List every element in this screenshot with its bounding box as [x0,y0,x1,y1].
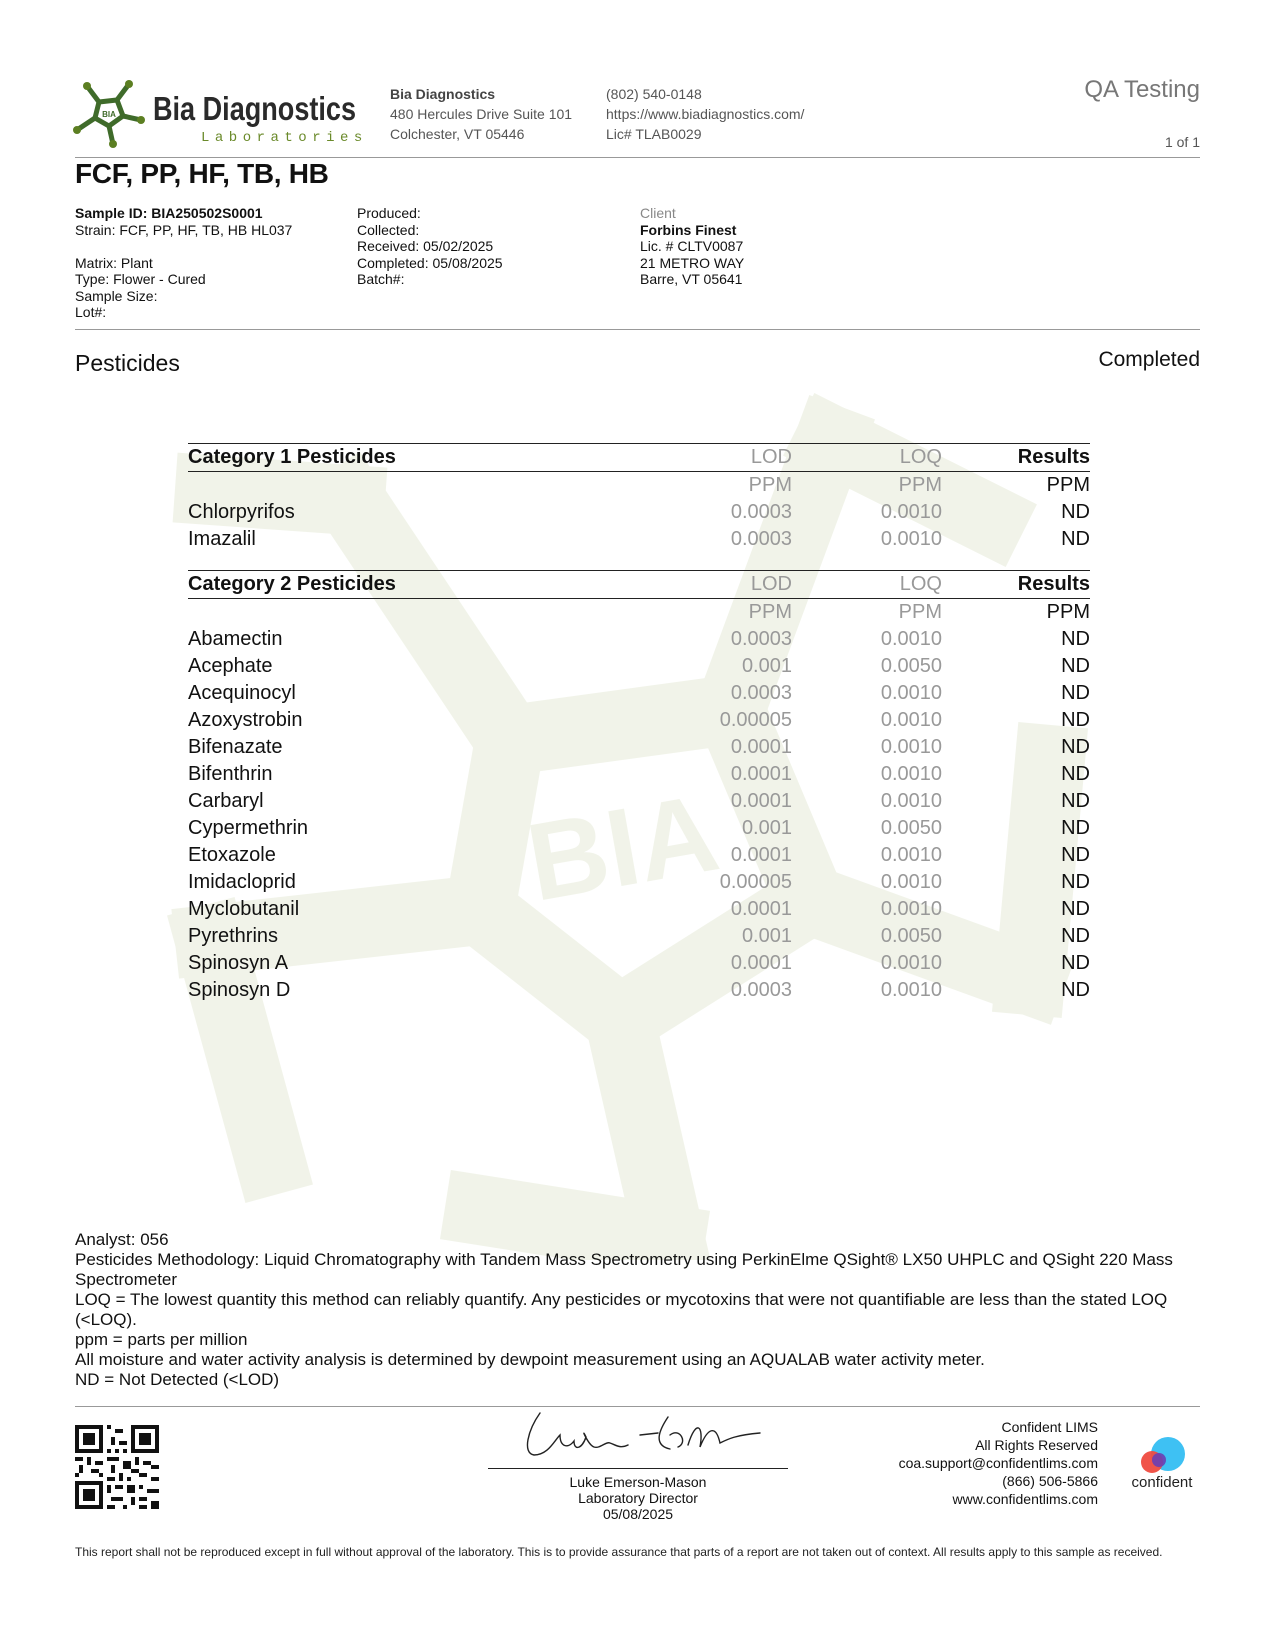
methodology-note: Pesticides Methodology: Liquid Chromatography with Tandem Mass Spectrometry using PerkinElme QSight® LX50 UHPLC and QSight 220 Mass Spectrometer [75,1250,1173,1289]
analyte-lod: 0.0001 [730,736,792,758]
analyte-loq: 0.0010 [880,871,942,893]
table-row [188,499,1090,526]
signatory-block [488,1474,788,1522]
report-disclaimer: This report shall not be reproduced except in full without approval of the laboratory. This is to provide assurance that parts of a report are not taken out of context. All results apply to this sample as received. [75,1545,1163,1559]
units-row [188,472,1090,500]
analyte-name: Cypermethrin [188,817,309,839]
analyte-lod: 0.0001 [730,763,792,785]
analyst-note: Analyst: 056 [75,1230,169,1249]
table-row [188,707,1090,734]
analyte-loq: 0.0010 [880,763,942,785]
category-title: Category 2 Pesticides [188,571,668,599]
client-license: Lic. # CLTV0087 [640,238,744,254]
logo-name: Bia Diagnostics [153,90,357,127]
signatory-title: Laboratory Director [578,1490,698,1506]
analyte-loq: 0.0010 [880,952,942,974]
table-row [188,923,1090,950]
analyte-result: ND [1061,871,1090,893]
analyte-lod: 0.0003 [730,528,792,550]
analyte-name: Pyrethrins [188,925,279,947]
analyte-lod: 0.0001 [730,952,792,974]
table-row [188,869,1090,896]
analyte-lod: 0.00005 [719,709,792,731]
molecule-logo-icon [73,78,145,148]
company-address-line2: Colchester, VT 05446 [390,126,525,142]
loq-unit: PPM [898,601,942,623]
analyte-lod: 0.0001 [730,844,792,866]
analyte-result: ND [1061,528,1090,550]
analyte-loq: 0.0010 [880,682,942,704]
table-row [188,950,1090,977]
company-logo [73,78,368,150]
lims-phone: (866) 506-5866 [1002,1473,1098,1489]
analyte-name: Myclobutanil [188,898,300,920]
analyte-name: Azoxystrobin [188,709,303,731]
batch-number: Batch#: [357,271,405,287]
table-row [188,788,1090,815]
table-row [188,680,1090,707]
analyte-name: Spinosyn D [188,979,291,1001]
logo-mark-text: BIA [102,110,116,119]
signatory-name: Luke Emerson-Mason [569,1474,707,1490]
table-header-row [188,571,1090,599]
analyte-result: ND [1061,736,1090,758]
loq-header: LOQ [792,571,942,599]
pesticide-table-category-2 [188,570,1090,1004]
produced-date: Produced: [357,205,421,221]
table-row [188,842,1090,869]
results-header: Results [942,444,1090,472]
analyte-loq: 0.0010 [880,628,942,650]
client-name: Forbins Finest [640,221,737,238]
analyte-lod: 0.0003 [730,501,792,523]
analyte-name: Bifenthrin [188,763,273,785]
loq-unit: PPM [898,474,942,496]
logo-subtitle: Laboratories [201,130,368,146]
sample-type: Type: Flower - Cured [75,271,206,287]
loq-header: LOQ [792,444,942,472]
analyte-name: Carbaryl [188,790,264,812]
received-date: Received: 05/02/2025 [357,238,494,254]
analyte-name: Chlorpyrifos [188,501,295,523]
analyte-loq: 0.0010 [880,736,942,758]
document-type: QA Testing [1084,76,1200,103]
company-phone: (802) 540-0148 [606,86,702,102]
confident-logo-text: confident [1131,1474,1193,1491]
table-row [188,526,1090,553]
analyte-result: ND [1061,925,1090,947]
signature-date: 05/08/2025 [602,1506,674,1522]
ppm-definition-note: ppm = parts per million [75,1330,248,1349]
table-row [188,815,1090,842]
methodology-notes [75,1230,1205,1390]
sample-size: Sample Size: [75,287,158,304]
table-row [188,761,1090,788]
sample-strain: Strain: FCF, PP, HF, TB, HB HL037 [75,221,293,238]
section-title: Pesticides [75,350,180,376]
analyte-lod: 0.00005 [719,871,792,893]
company-license: Lic# TLAB0029 [606,126,702,142]
lod-header: LOD [668,571,792,599]
analyte-result: ND [1061,682,1090,704]
analyte-loq: 0.0010 [880,709,942,731]
analyte-result: ND [1061,844,1090,866]
signature-text: Luke E-M [520,1405,525,1406]
category-title: Category 1 Pesticides [188,444,668,472]
analyte-name: Etoxazole [188,844,276,866]
analyte-loq: 0.0050 [880,817,942,839]
analyte-lod: 0.0001 [730,790,792,812]
sample-details [75,205,292,321]
table-row [188,734,1090,761]
collected-date: Collected: [357,221,420,238]
analyte-name: Bifenazate [188,736,283,758]
lod-header: LOD [668,444,792,472]
page-number: 1 of 1 [1164,134,1200,150]
analyte-name: Acequinocyl [188,682,296,704]
analyte-result: ND [1061,898,1090,920]
table-row [188,977,1090,1004]
analyte-name: Imazalil [188,528,256,550]
result-unit: PPM [1046,474,1090,496]
analyte-result: ND [1061,952,1090,974]
pesticide-table-category-1 [188,443,1090,553]
company-address-line1: 480 Hercules Drive Suite 101 [390,106,573,122]
company-contact [606,84,804,144]
sample-divider [75,329,1200,330]
analyte-loq: 0.0010 [880,528,942,550]
lims-email-link[interactable]: coa.support@confidentlims.com [898,1455,1098,1471]
section-status: Completed [1098,348,1200,371]
results-header: Results [942,571,1090,599]
analyte-name: Acephate [188,655,273,677]
client-address-line1: 21 METRO WAY [640,254,745,271]
table-header-row [188,444,1090,472]
analyte-loq: 0.0010 [880,898,942,920]
lims-website-link[interactable]: www.confidentlims.com [952,1491,1098,1507]
analyte-name: Spinosyn A [188,952,289,974]
sample-lot: Lot#: [75,304,107,320]
signature-image [520,1405,780,1465]
lims-rights: All Rights Reserved [975,1437,1098,1453]
analyte-name: Imidacloprid [188,871,296,893]
nd-definition-note: ND = Not Detected (<LOD) [75,1370,280,1389]
table-row [188,653,1090,680]
analyte-result: ND [1061,501,1090,523]
completed-date: Completed: 05/08/2025 [357,254,503,271]
lod-unit: PPM [748,474,792,496]
analyte-lod: 0.0003 [730,628,792,650]
analyte-lod: 0.0001 [730,898,792,920]
analyte-result: ND [1061,709,1090,731]
client-address-line2: Barre, VT 05641 [640,271,743,287]
qr-code-icon[interactable] [75,1425,159,1509]
analyte-result: ND [1061,655,1090,677]
analyte-result: ND [1061,790,1090,812]
sample-dates [357,205,503,288]
lims-name: Confident LIMS [1001,1419,1098,1435]
signature-line [488,1468,788,1469]
analyte-lod: 0.001 [741,817,792,839]
analyte-result: ND [1061,628,1090,650]
analyte-lod: 0.0003 [730,979,792,1001]
units-row [188,599,1090,627]
lims-info [899,1418,1098,1508]
client-label: Client [640,205,676,221]
lod-unit: PPM [748,601,792,623]
result-unit: PPM [1046,601,1090,623]
sample-matrix: Matrix: Plant [75,254,153,271]
analyte-result: ND [1061,979,1090,1001]
table-row [188,896,1090,923]
sample-id: Sample ID: BIA250502S0001 [75,205,263,221]
analyte-loq: 0.0010 [880,979,942,1001]
client-info [640,205,744,288]
analyte-name: Abamectin [188,628,283,650]
loq-definition-note: LOQ = The lowest quantity this method can reliably quantify. Any pesticides or mycotoxins that were not quantifiable are less than the stated LOQ (<LOQ). [75,1290,1168,1329]
sample-title: FCF, PP, HF, TB, HB [75,158,329,189]
analyte-loq: 0.0050 [880,925,942,947]
table-row [188,626,1090,653]
svg-text:BIA: BIA [518,770,727,925]
analyte-loq: 0.0010 [880,844,942,866]
analyte-loq: 0.0050 [880,655,942,677]
moisture-note: All moisture and water activity analysis is determined by dewpoint measurement using an AQUALAB water activity meter. [75,1350,985,1369]
analyte-lod: 0.001 [741,925,792,947]
analyte-result: ND [1061,817,1090,839]
analyte-lod: 0.0003 [730,682,792,704]
company-name: Bia Diagnostics [390,86,496,102]
analyte-lod: 0.001 [741,655,792,677]
analyte-loq: 0.0010 [880,501,942,523]
company-info [390,84,572,144]
company-website-link[interactable]: https://www.biadiagnostics.com/ [606,106,805,122]
analyte-result: ND [1061,763,1090,785]
analyte-loq: 0.0010 [880,790,942,812]
